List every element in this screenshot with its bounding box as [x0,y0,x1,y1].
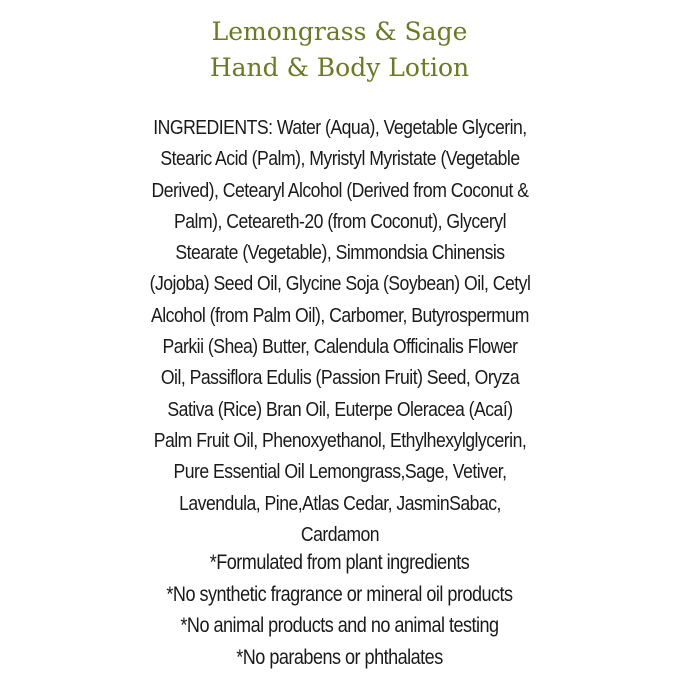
ingredients-line: Stearate (Vegetable), Simmondsia Chinensis [175,241,505,265]
ingredients-line: Stearic Acid (Palm), Myristyl Myristate (Vegetable [160,147,520,171]
ingredients-line: Lavendula, Pine,Atlas Cedar, JasminSabac, [179,491,501,515]
product-claims [48,547,632,673]
product-title [0,14,679,86]
ingredients-line: (Jojoba) Seed Oil, Glycine Soja (Soybean) Oil, Cetyl [149,272,531,296]
ingredients-line: Pure Essential Oil Lemongrass,Sage, Vetiver, [173,460,507,484]
ingredients-line: Parkii (Shea) Butter, Calendula Officinalis Flower [162,335,518,359]
claim-no-synthetic-fragrance: *No synthetic fragrance or mineral oil products [166,582,513,606]
claim-no-parabens: *No parabens or phthalates [236,645,443,669]
ingredients-line: Cardamon [300,522,380,546]
ingredients-line: Sativa (Rice) Bran Oil, Euterpe Oleracea (Acaí) [167,397,513,421]
ingredients-line: Alcohol (from Palm Oil), Carbomer, Butyrospermum [151,303,529,327]
claim-no-animal-testing: *No animal products and no animal testing [180,614,499,637]
ingredients-line: Palm), Ceteareth-20 (from Coconut), Glyceryl [174,209,506,233]
ingredients-line: INGREDIENTS: Water (Aqua), Vegetable Glycerin, [153,116,527,139]
product-name: Lemongrass & Sage [211,17,468,46]
product-type: Hand & Body Lotion [209,53,470,82]
claim-plant-ingredients: *Formulated from plant ingredients [209,551,470,574]
ingredients-line: Derived), Cetearyl Alcohol (Derived from Coconut & [151,178,529,202]
ingredients-line: Palm Fruit Oil, Phenoxyethanol, Ethylhexylglycerin, [153,428,527,452]
ingredients-line: Oil, Passiflora Edulis (Passion Fruit) Seed, Oryza [160,366,520,390]
ingredients-list [125,112,555,550]
